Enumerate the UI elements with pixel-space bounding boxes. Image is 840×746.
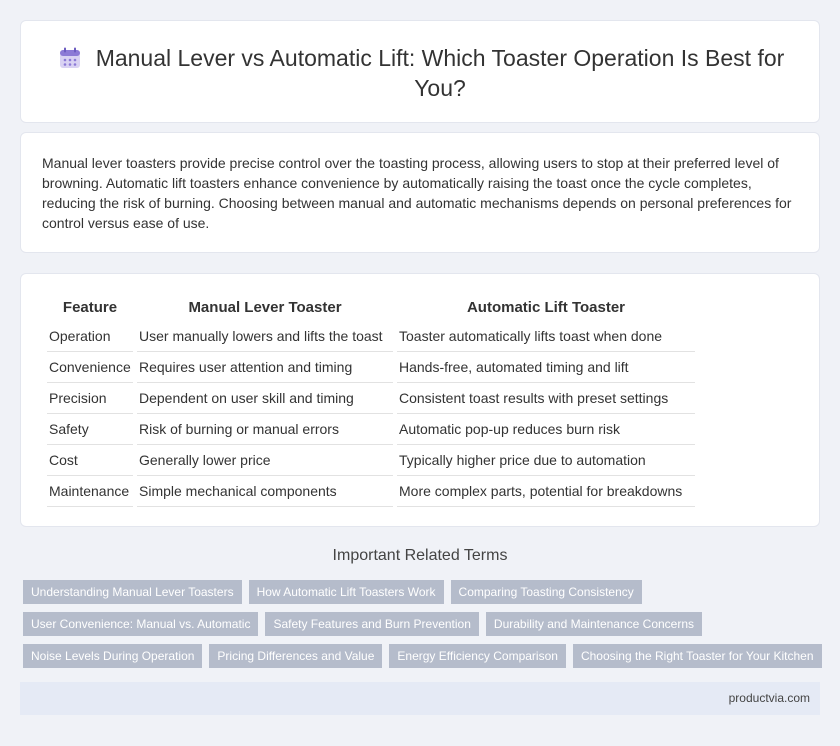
automatic-cell: More complex parts, potential for breakdowns: [397, 476, 695, 507]
feature-cell: Operation: [47, 321, 133, 352]
related-tag[interactable]: Energy Efficiency Comparison: [389, 644, 566, 668]
table-row: [47, 321, 695, 352]
feature-cell: Maintenance: [47, 476, 133, 507]
tag-row: [23, 580, 823, 604]
intro-card: [20, 132, 820, 253]
related-tag[interactable]: Pricing Differences and Value: [209, 644, 382, 668]
automatic-cell: Consistent toast results with preset settings: [397, 383, 695, 414]
calendar-icon: [59, 47, 81, 69]
automatic-cell: Hands-free, automated timing and lift: [397, 352, 695, 383]
table-row: [47, 476, 695, 507]
manual-cell: Simple mechanical components: [137, 476, 393, 507]
automatic-cell: Automatic pop-up reduces burn risk: [397, 414, 695, 445]
manual-cell: Risk of burning or manual errors: [137, 414, 393, 445]
related-terms: [23, 580, 823, 676]
tag-row: [23, 644, 823, 668]
related-tag[interactable]: How Automatic Lift Toasters Work: [249, 580, 444, 604]
manual-cell: Dependent on user skill and timing: [137, 383, 393, 414]
feature-cell: Precision: [47, 383, 133, 414]
table-row: [47, 445, 695, 476]
page-title: Manual Lever vs Automatic Lift: Which Toaster Operation Is Best for You?: [95, 45, 785, 101]
comparison-card: [20, 273, 820, 527]
feature-cell: Cost: [47, 445, 133, 476]
related-tag[interactable]: Durability and Maintenance Concerns: [486, 612, 702, 636]
related-tag[interactable]: Noise Levels During Operation: [23, 644, 202, 668]
title-card: [20, 20, 820, 123]
manual-cell: Generally lower price: [137, 445, 393, 476]
comparison-table: [43, 295, 699, 507]
related-tag[interactable]: Choosing the Right Toaster for Your Kitchen: [573, 644, 822, 668]
related-terms-heading: Important Related Terms: [332, 547, 508, 564]
feature-cell: Convenience: [47, 352, 133, 383]
related-tag[interactable]: Safety Features and Burn Prevention: [265, 612, 478, 636]
related-tag[interactable]: User Convenience: Manual vs. Automatic: [23, 612, 258, 636]
table-row: [47, 383, 695, 414]
site-name[interactable]: productvia.com: [728, 691, 810, 705]
automatic-cell: Typically higher price due to automation: [397, 445, 695, 476]
feature-cell: Safety: [47, 414, 133, 445]
column-header-feature: Feature: [62, 298, 118, 316]
table-header-row: [47, 295, 695, 321]
automatic-cell: Toaster automatically lifts toast when done: [397, 321, 695, 352]
column-header-automatic: Automatic Lift Toaster: [466, 298, 626, 316]
manual-cell: User manually lowers and lifts the toast: [137, 321, 393, 352]
manual-cell: Requires user attention and timing: [137, 352, 393, 383]
footer: [20, 682, 820, 715]
related-tag[interactable]: Understanding Manual Lever Toasters: [23, 580, 242, 604]
table-row: [47, 352, 695, 383]
column-header-manual: Manual Lever Toaster: [188, 298, 342, 316]
intro-paragraph: Manual lever toasters provide precise control over the toasting process, allowing users to stop at their preferred level of browning. Automatic lift toasters enhance convenience by automatically raising the toast once the cycle completes, reducing the risk of burning. Choosing between manual and automatic mechanisms depends on personal preferences for control versus ease of use.: [42, 155, 792, 231]
table-row: [47, 414, 695, 445]
related-tag[interactable]: Comparing Toasting Consistency: [451, 580, 642, 604]
tag-row: [23, 612, 823, 636]
